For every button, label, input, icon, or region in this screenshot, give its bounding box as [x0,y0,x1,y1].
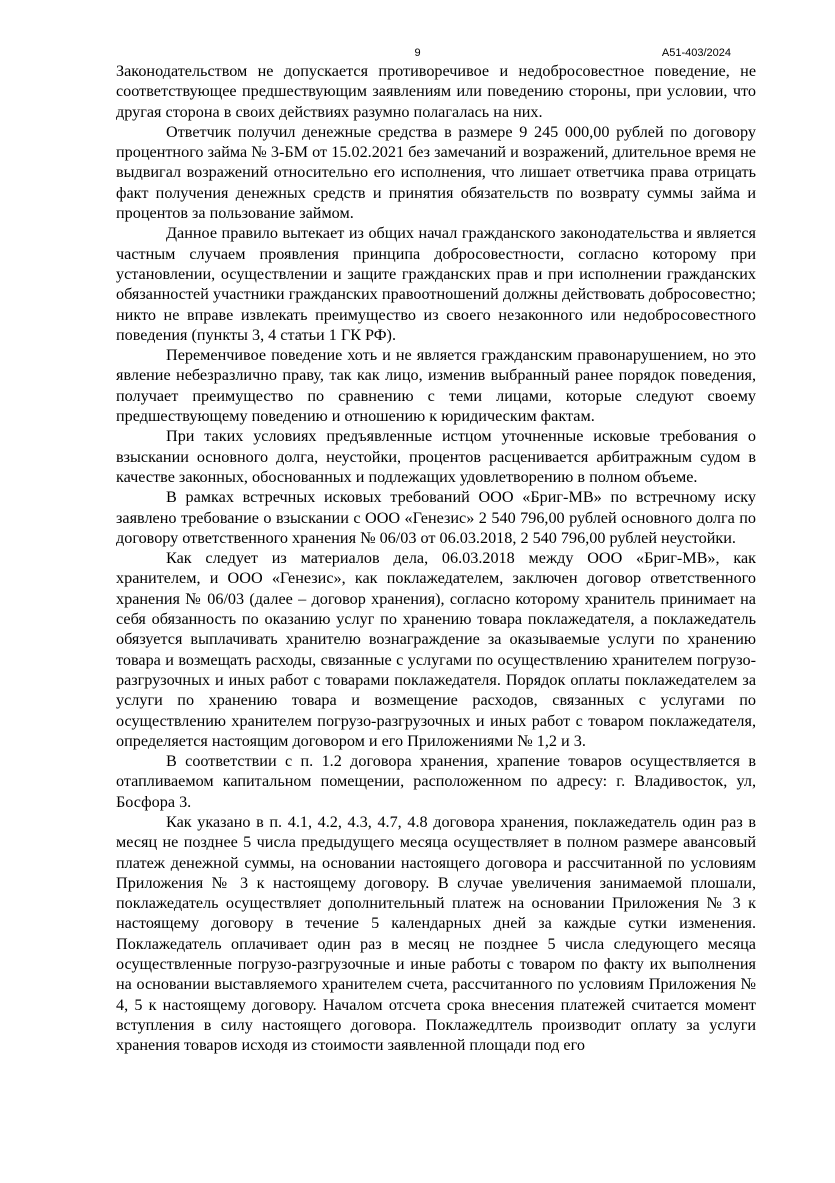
paragraph-storage-location: В соответствии с п. 1.2 договора хранения, храпение товаров осуществляется в отапливаемом капитальном помещении, расположенном по адресу: г. Владивосток, ул, Босфора 3. [116,752,756,811]
paragraph-payment-terms: Как указано в п. 4.1, 4.2, 4.3, 4.7, 4.8 договора хранения, поклажедатель один раз в месяц не позднее 5 числа предыдущего месяца осуществляет в полном размере авансовый платеж денежной суммы, на основании настоящего договора и рассчитанной по условиям Приложения № 3 к настоящему договору. В случае увеличения занимаемой плошали, поклажедатель осуществляет дополнительный платеж на основании Приложения № 3 к настоящему договору в течение 5 календарных дней за каждые сутки изменения. Поклажедатель оплачивает один раз в месяц не позднее 5 числа следующего месяца осуществленные погрузо-разгрузочные и иные работы с товаром по факту их выполнения на основании выставляемого хранителем счета, рассчитанного по условиям Приложения № 4, 5 к настоящему договору. Началом отсчета срока внесения платежей считается момент вступления в силу настоящего договора. Поклажедлтель производит оплату за услуги хранения товаров исходя из стоимости заявленной площади под его [116,812,756,1055]
paragraph-good-faith-principle: Данное правило вытекает из общих начал гражданского законодательства и является частным случаем проявления принципа добросовестности, согласно которому при установлении, осуществлении и защите гражданских прав и при исполнении гражданских обязанностей участники гражданских правоотношений должны действовать добросовестно; никто не вправе извлекать преимущество из своего незаконного или недобросовестного поведения (пункты 3, 4 статьи 1 ГК РФ). [116,224,756,344]
paragraph-changeable-behavior: Переменчивое поведение хоть и не является гражданским правонарушением, но это явление небезразлично праву, так как лицо, изменив выбранный ранее порядок поведения, получает преимущество по сравнению с теми лицами, которые следуют своему предшествующему поведению и отношению к юридическим фактам. [116,346,756,426]
case-number: А51-403/2024 [661,47,731,59]
paragraph-loan-receipt: Ответчик получил денежные средства в размере 9 245 000,00 рублей по договору процентного займа № 3-БМ от 15.02.2021 без замечаний и возражений, длительное время не выдвигал возражений относительно его исполнения, что лишает ответчика права отрицать факт получения денежных средств и принятия обязательств по возврату суммы займа и процентов за пользование займом. [116,122,756,223]
document-body [116,61,756,1056]
paragraph-claims-satisfied: При таких условиях предъявленные истцом уточненные исковые требования о взыскании основного долга, неустойки, процентов расценивается арбитражным судом в качестве законных, обоснованных и подлежащих удовлетворению в полном объеме. [116,427,756,486]
page-number: 9 [414,47,421,59]
paragraph-continuation: Законодательством не допускается противоречивое и недобросовестное поведение, не соответствующее предшествующим заявлениям или поведению стороны, при условии, что другая сторона в своих действиях разумно полагалась на них. [116,62,756,121]
paragraph-counterclaim: В рамках встречных исковых требований ООО «Бриг-МВ» по встречному иску заявлено требование о взыскании с ООО «Генезис» 2 540 796,00 рублей основного долга по договору ответственного хранения № 06/03 от 06.03.2018, 2 540 796,00 рублей неустойки. [116,488,756,547]
paragraph-storage-contract: Как следует из материалов дела, 06.03.2018 между ООО «Бриг-МВ», как хранителем, и ООО «Генезис», как поклажедателем, заключен договор ответственного хранения № 06/03 (далее – договор хранения), согласно которому хранитель принимает на себя обязанность по оказанию услуг по хранению товара поклажедателя, а поклажедатель обязуется выплачивать хранителю вознаграждение за оказываемые услуги по хранению товара и возмещать расходы, связанные с услугами по осуществлению хранителем погрузо-разгрузочных и иных работ с товарами поклажедателя. Порядок оплаты поклажедателем за услуги по хранению товара и возмещение расходов, связанных с услугами по осуществлению хранителем погрузо-разгрузочных и иных работ с товаром поклажедателя, определяется настоящим договором и его Приложениями № 1,2 и 3. [116,549,756,750]
